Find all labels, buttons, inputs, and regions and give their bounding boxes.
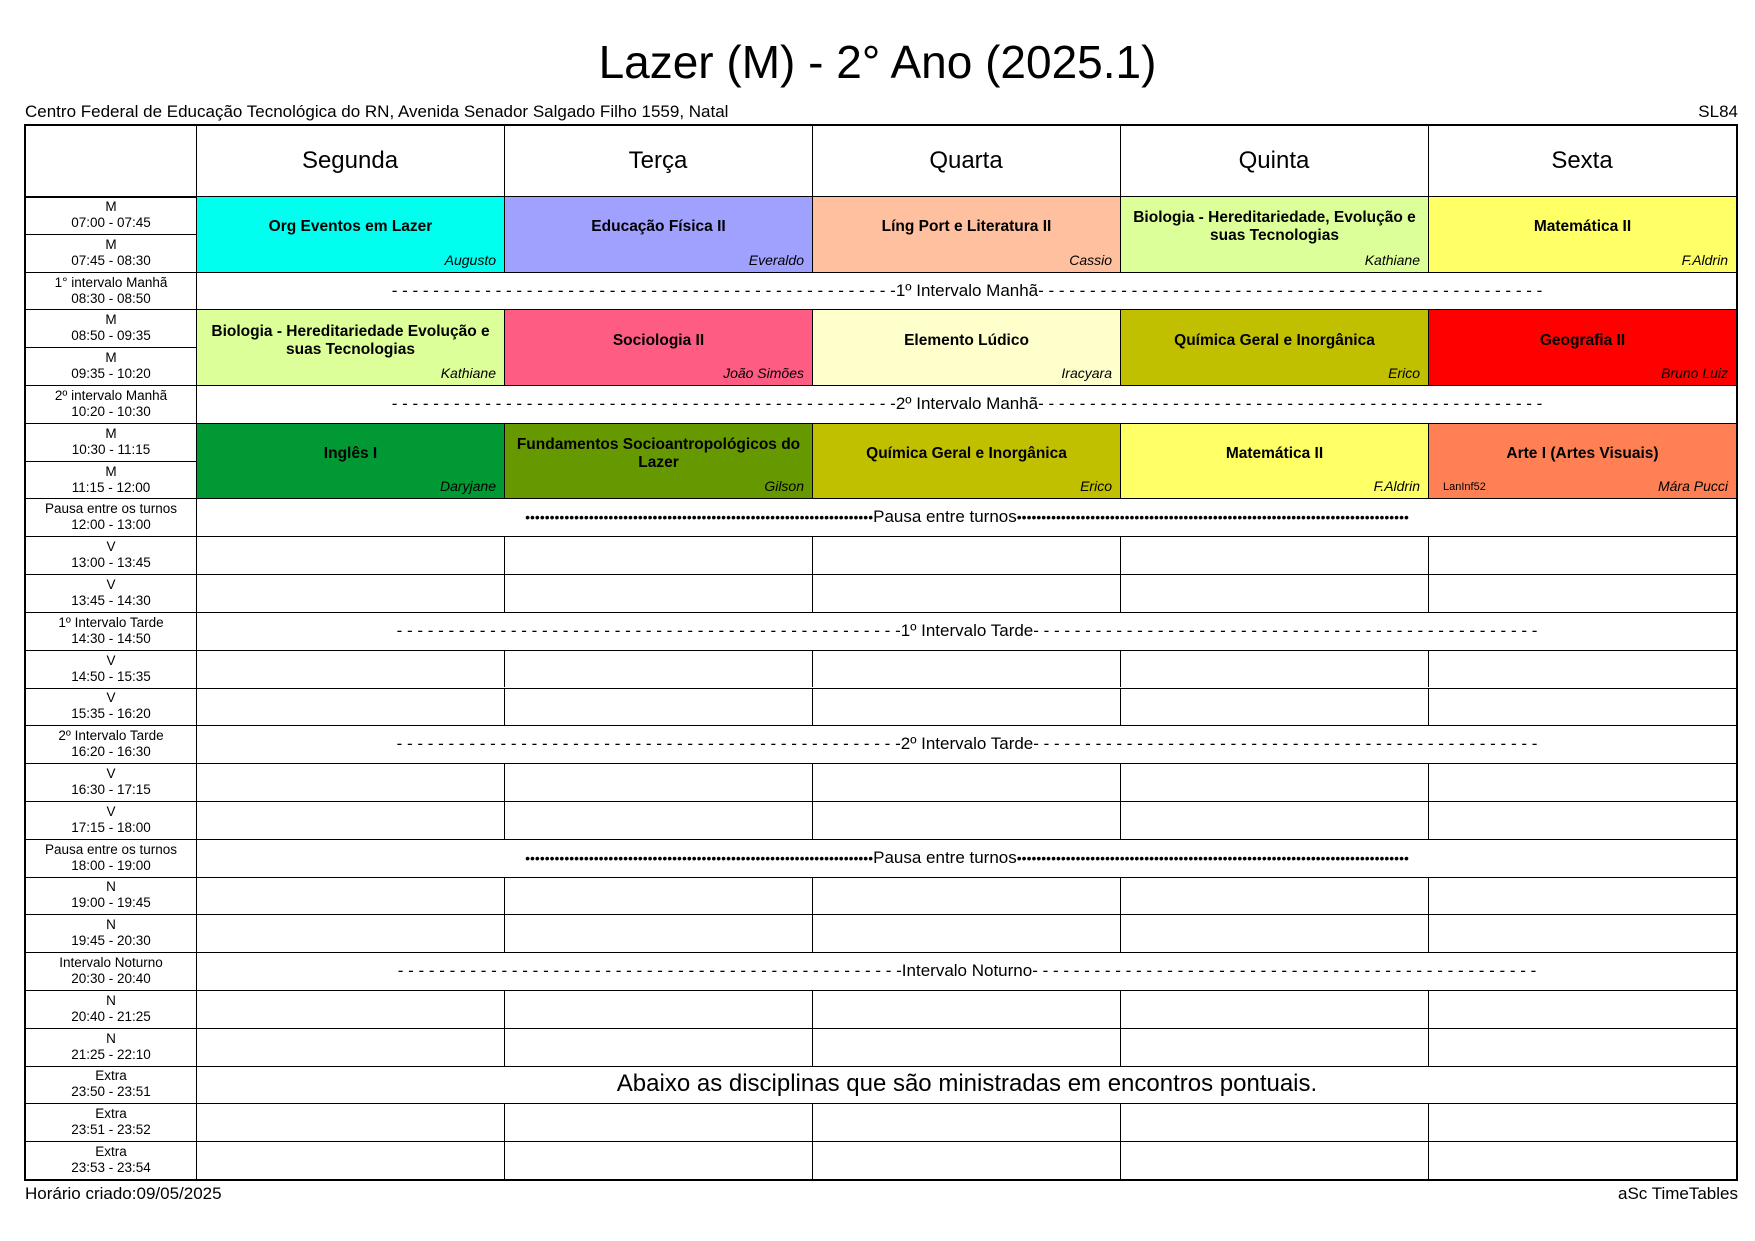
period-label [26,1141,196,1179]
day-header: Quinta [1238,147,1310,174]
break-label: Pausa entre turnos [873,847,1017,867]
column-divider [812,763,813,801]
lesson-subject: Geografia II [1539,331,1626,349]
period-label [26,612,196,650]
period-label [26,1103,196,1141]
period-label [26,498,196,536]
period-name: Pausa entre os turnos [44,501,178,517]
column-divider [1428,763,1429,801]
period-label [26,1028,196,1066]
dash-separator: - - - - - - - - - - - - - - - - - - - - - - - - - - - - - - - - - - - - - - - - - - - - - - - - - [391,393,896,413]
page-title: Lazer (M) - 2° Ano (2025.1) [598,36,1157,88]
column-divider [1428,650,1429,688]
period-label [26,272,196,310]
row-divider [26,1103,1736,1104]
period-time: 23:50 - 23:51 [71,1084,151,1100]
column-divider [504,914,505,952]
period-name: 1º Intervalo Tarde [58,614,164,630]
period-time: 15:35 - 16:20 [71,706,151,722]
dash-separator: - - - - - - - - - - - - - - - - - - - - - - - - - - - - - - - - - - - - - - - - - - - - - - - - - [1033,734,1538,754]
column-divider [504,801,505,839]
period-name: M [105,236,117,252]
break-banner [196,725,1738,763]
lesson-subject: Biologia - Hereditariedade Evolução e suas Tecnologias [211,322,490,358]
column-divider [1428,914,1429,952]
column-divider [1428,1141,1429,1179]
break-label: Pausa entre turnos [873,507,1017,527]
lesson-cell[interactable] [1429,310,1737,386]
column-divider [504,1103,505,1141]
school-address: Centro Federal de Educação Tecnológica do RN, Avenida Senador Salgado Filho 1559, Natal [25,102,729,121]
period-time: 14:50 - 15:35 [71,668,151,684]
period-time: 23:51 - 23:52 [71,1122,151,1138]
column-divider [1428,990,1429,1028]
break-label: Abaixo as disciplinas que são ministradas em encontros pontuais. [616,1070,1318,1098]
column-divider [504,574,505,612]
period-time: 21:25 - 22:10 [71,1046,151,1062]
period-name: M [105,425,117,441]
lesson-classroom: LanInf52 [1443,481,1486,494]
break-banner [196,385,1738,423]
period-time: 19:45 - 20:30 [71,933,151,949]
column-divider [1120,1103,1121,1141]
lesson-teacher: João Simões [723,365,804,382]
period-name: N [106,992,116,1008]
lesson-subject: Líng Port e Literatura II [881,218,1052,236]
dash-separator: - - - - - - - - - - - - - - - - - - - - - - - - - - - - - - - - - - - - - - - - - - - - - - - - - [1033,620,1538,640]
column-divider [1120,1028,1121,1066]
lesson-subject: Química Geral e Inorgânica [1174,331,1375,349]
lesson-teacher: Iracyara [1061,365,1112,382]
period-name: V [106,652,116,668]
period-time: 16:20 - 16:30 [71,744,151,760]
column-divider [504,763,505,801]
lesson-cell[interactable] [813,197,1121,273]
break-label: 2º Intervalo Tarde [900,734,1034,754]
dash-separator: - - - - - - - - - - - - - - - - - - - - - - - - - - - - - - - - - - - - - - - - - - - - - - - - - [396,620,901,640]
period-name: V [106,539,116,555]
column-divider [1120,763,1121,801]
room-code: SL84 [1698,102,1738,121]
period-time: 10:30 - 11:15 [71,441,151,457]
lesson-subject: Fundamentos Socioantropológicos do Lazer [516,436,801,472]
column-divider [1428,574,1429,612]
lesson-subject: Arte I (Artes Visuais) [1506,445,1659,463]
lesson-cell[interactable] [1429,197,1737,273]
break-banner [196,839,1738,877]
break-banner [196,952,1738,990]
lesson-teacher: Cassio [1069,251,1112,268]
period-name: V [106,803,116,819]
lesson-subject: Química Geral e Inorgânica [866,445,1067,463]
column-divider [1428,801,1429,839]
lesson-teacher: Kathiane [1364,251,1420,268]
column-divider [1120,688,1121,726]
column-divider [1120,990,1121,1028]
period-name: Extra [95,1144,127,1160]
column-divider [1428,1028,1429,1066]
row-divider [26,990,1736,991]
column-divider [504,1028,505,1066]
lesson-teacher: Bruno Luiz [1661,365,1728,382]
period-time: 10:20 - 10:30 [71,403,151,419]
period-name: 2º intervalo Manhã [54,387,168,403]
lesson-subject: Elemento Lúdico [904,331,1029,349]
period-time: 20:30 - 20:40 [71,971,151,987]
lesson-teacher: Erico [1080,478,1112,495]
dash-separator: - - - - - - - - - - - - - - - - - - - - - - - - - - - - - - - - - - - - - - - - - - - - - - - - - [1038,280,1543,300]
column-divider [1428,688,1429,726]
lesson-cell[interactable] [813,310,1121,386]
row-divider [26,574,1736,575]
lesson-teacher: Kathiane [440,365,496,382]
period-name: V [106,576,116,592]
period-name: 1° intervalo Manhã [54,274,168,290]
column-divider [812,877,813,915]
break-label: 2º Intervalo Manhã [895,393,1039,413]
column-divider [812,1028,813,1066]
dot-separator: ••••••••••••••••••••••••••••••••••••••••••••••••••••••••••••••••••••••• [525,849,874,866]
period-name: V [106,690,116,706]
lesson-teacher: Erico [1388,365,1420,382]
period-time: 19:00 - 19:45 [71,895,151,911]
lesson-teacher: Everaldo [748,251,804,268]
column-divider [504,650,505,688]
period-label [26,574,196,612]
period-time: 18:00 - 19:00 [71,857,151,873]
period-time: 08:50 - 09:35 [71,328,151,344]
period-name: 2º Intervalo Tarde [58,728,164,744]
period-name: M [105,463,117,479]
software-name: aSc TimeTables [1618,1184,1738,1203]
period-name: N [106,879,116,895]
period-time: 13:45 - 14:30 [71,592,151,608]
period-name: M [105,312,117,328]
lesson-subject: Matemática II [1225,445,1324,463]
column-divider [812,650,813,688]
period-name: Extra [95,1068,127,1084]
lesson-cell[interactable] [197,310,505,386]
column-divider [1120,877,1121,915]
period-label [26,914,196,952]
column-divider [812,1141,813,1179]
break-banner [196,612,1738,650]
dot-separator: •••••••••••••••••••••••••••••••••••••••••••••••••••••••••••••••••••••••••••••••• [1016,849,1409,866]
column-divider [504,126,505,196]
dash-separator: - - - - - - - - - - - - - - - - - - - - - - - - - - - - - - - - - - - - - - - - - - - - - - - - - [396,734,901,754]
row-divider [26,801,1736,802]
column-divider [1120,536,1121,574]
lesson-teacher: F.Aldrin [1681,251,1728,268]
period-label [26,877,196,915]
lesson-cell[interactable] [505,197,813,273]
lesson-cell[interactable] [813,424,1121,500]
period-label [26,650,196,688]
column-divider [812,801,813,839]
lesson-subject: Biologia - Hereditariedade, Evolução e suas Tecnologias [1133,209,1416,245]
row-divider [26,1141,1736,1142]
period-name: Intervalo Noturno [59,955,163,971]
period-label [26,839,196,877]
lesson-cell[interactable] [197,197,505,273]
lesson-cell[interactable] [505,310,813,386]
period-label [26,234,196,272]
column-divider [812,990,813,1028]
period-time: 16:30 - 17:15 [71,782,151,797]
lesson-teacher: Gilson [764,478,804,495]
created-date: Horário criado:09/05/2025 [25,1184,222,1203]
row-divider [26,877,1736,878]
column-divider [504,688,505,726]
period-label [26,801,196,839]
period-time: 07:45 - 08:30 [71,252,151,268]
lesson-cell[interactable] [1121,424,1429,500]
break-label: 1º Intervalo Manhã [895,280,1039,300]
dash-separator: - - - - - - - - - - - - - - - - - - - - - - - - - - - - - - - - - - - - - - - - - - - - - - - - - [1032,961,1537,981]
day-header: Quarta [929,147,1003,174]
period-time: 09:35 - 10:20 [71,366,151,382]
period-name: M [105,350,117,366]
lesson-teacher: Daryjane [439,478,496,495]
column-divider [1120,126,1121,196]
column-divider [1428,1103,1429,1141]
lesson-cell[interactable] [197,424,505,500]
period-name: Pausa entre os turnos [44,841,178,857]
period-label [26,763,196,801]
lesson-subject: Org Eventos em Lazer [268,218,433,236]
lesson-subject: Matemática II [1533,218,1632,236]
period-label [26,385,196,423]
column-divider [504,1141,505,1179]
period-time: 14:30 - 14:50 [71,630,151,646]
column-divider [1428,126,1429,196]
period-label [26,1066,196,1104]
column-divider [812,914,813,952]
period-name: N [106,917,116,933]
lesson-teacher: F.Aldrin [1373,478,1420,495]
row-divider [26,1028,1736,1029]
column-divider [812,1103,813,1141]
column-divider [504,877,505,915]
column-divider [1120,650,1121,688]
lesson-subject: Educação Física II [591,218,726,236]
column-divider [1120,914,1121,952]
period-label [26,688,196,726]
period-name: M [105,198,117,214]
column-divider [1428,536,1429,574]
column-divider [812,574,813,612]
period-label [26,423,196,461]
timetable-grid [24,124,1738,1181]
dash-separator: - - - - - - - - - - - - - - - - - - - - - - - - - - - - - - - - - - - - - - - - - - - - - - - - - [397,961,902,981]
period-label [26,725,196,763]
day-header: Terça [628,147,688,174]
break-banner [196,1066,1738,1104]
day-header: Sexta [1551,147,1613,174]
period-time: 07:00 - 07:45 [71,214,151,230]
period-time: 17:15 - 18:00 [71,819,151,835]
dot-separator: •••••••••••••••••••••••••••••••••••••••••••••••••••••••••••••••••••••••••••••••• [1016,509,1409,526]
period-label [26,347,196,385]
column-divider [812,126,813,196]
lesson-cell[interactable] [1429,424,1737,500]
column-divider [1428,877,1429,915]
lesson-teacher: Augusto [444,251,496,268]
column-divider [812,688,813,726]
dash-separator: - - - - - - - - - - - - - - - - - - - - - - - - - - - - - - - - - - - - - - - - - - - - - - - - - [391,280,896,300]
break-banner [196,498,1738,536]
column-divider [504,536,505,574]
period-name: N [106,1030,116,1046]
row-divider [26,536,1736,537]
lesson-cell[interactable] [1121,197,1429,273]
period-time: 23:53 - 23:54 [71,1160,151,1176]
period-time: 08:30 - 08:50 [71,290,151,306]
break-label: Intervalo Noturno [901,961,1033,981]
column-divider [1120,1141,1121,1179]
day-header: Segunda [301,147,399,174]
column-divider [812,536,813,574]
column-divider [1120,574,1121,612]
period-label [26,461,196,499]
break-banner [196,272,1738,310]
dot-separator: ••••••••••••••••••••••••••••••••••••••••••••••••••••••••••••••••••••••• [525,509,874,526]
column-divider [504,990,505,1028]
period-label [26,309,196,347]
lesson-subject: Sociologia II [612,331,705,349]
period-time: 11:15 - 12:00 [71,479,151,495]
period-label [26,196,196,234]
row-divider [26,688,1736,689]
period-label [26,536,196,574]
lesson-teacher: Mára Pucci [1657,478,1728,495]
row-divider [26,914,1736,915]
lesson-cell[interactable] [505,424,813,500]
lesson-cell[interactable] [1121,310,1429,386]
lesson-subject: Inglês I [323,445,378,463]
period-time: 20:40 - 21:25 [71,1008,151,1024]
row-divider [26,763,1736,764]
row-divider [26,650,1736,651]
dash-separator: - - - - - - - - - - - - - - - - - - - - - - - - - - - - - - - - - - - - - - - - - - - - - - - - - [1038,393,1543,413]
break-label: 1º Intervalo Tarde [900,620,1034,640]
column-divider [1120,801,1121,839]
period-name: V [106,766,116,781]
period-name: Extra [95,1106,127,1122]
period-time: 12:00 - 13:00 [71,517,151,533]
period-label [26,990,196,1028]
period-label [26,952,196,990]
period-time: 13:00 - 13:45 [71,555,151,571]
